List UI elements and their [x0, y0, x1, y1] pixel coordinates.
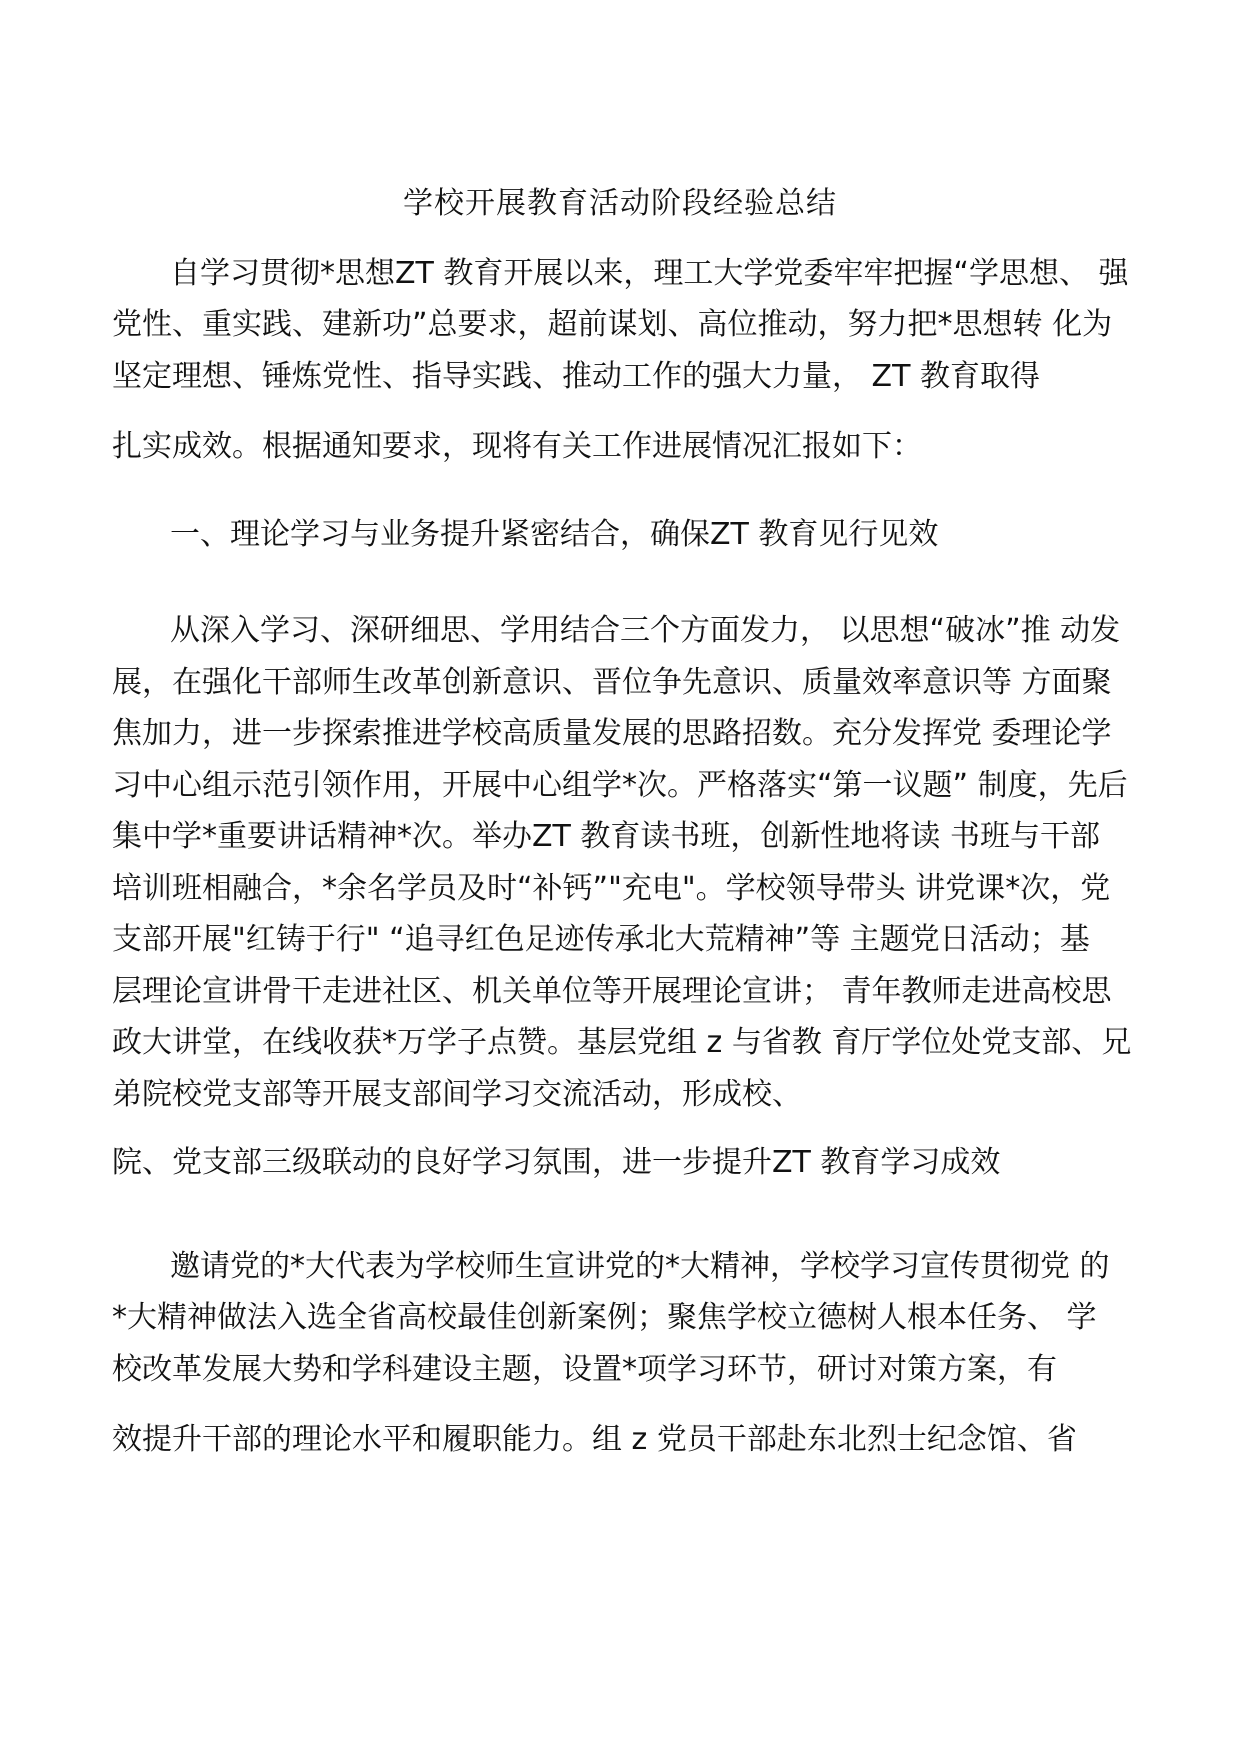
paragraph-1-line-4: 扎实成效。根据通知要求，现将有关工作进展情况汇报如下： — [112, 429, 922, 464]
document-title: 学校开展教育活动阶段经验总结 — [403, 186, 837, 221]
paragraph-3-line-1: 邀请党的*大代表为学校师生宣讲党的*大精神，学校学习宣传贯彻党 的 — [170, 1249, 1110, 1284]
paragraph-2-line-6: 培训班相融合，*余名学员及时“补钙”"充电"。学校领导带头 讲党课*次，党 — [112, 871, 1111, 906]
paragraph-2-line-4: 习中心组示范引领作用，开展中心组学*次。严格落实“第一议题” 制度，先后 — [112, 768, 1128, 803]
paragraph-2-line-7: 支部开展"红铸于行" “追寻红色足迹传承北大荒精神”等 主题党日活动；基 — [112, 922, 1090, 957]
paragraph-2-line-11: 院、党支部三级联动的良好学习氛围，进一步提升ZT 教育学习成效 — [112, 1145, 1001, 1180]
paragraph-3-line-4: 效提升干部的理论水平和履职能力。组 z 党员干部赴东北烈士纪念馆、省 — [112, 1422, 1077, 1457]
paragraph-2-line-5: 集中学*重要讲话精神*次。举办ZT 教育读书班，创新性地将读 书班与干部 — [112, 819, 1100, 854]
paragraph-1-line-3: 坚定理想、锤炼党性、指导实践、推动工作的强大力量， ZT 教育取得 — [112, 359, 1040, 394]
paragraph-1-line-1: 自学习贯彻*思想ZT 教育开展以来，理工大学党委牢牢把握“学思想、 强 — [170, 256, 1129, 291]
paragraph-2-line-1: 从深入学习、深研细思、学用结合三个方面发力， 以思想“破冰”推 动发 — [170, 613, 1121, 648]
paragraph-3-line-2: *大精神做法入选全省高校最佳创新案例；聚焦学校立德树人根本任务、 学 — [112, 1300, 1097, 1335]
paragraph-3-line-3: 校改革发展大势和学科建设主题，设置*项学习环节，研讨对策方案，有 — [112, 1352, 1057, 1387]
paragraph-2-line-3: 焦加力，进一步探索推进学校高质量发展的思路招数。充分发挥党 委理论学 — [112, 716, 1112, 751]
section-heading-1: 一、理论学习与业务提升紧密结合，确保ZT 教育见行见效 — [170, 517, 939, 552]
paragraph-2-line-9: 政大讲堂，在线收获*万学子点赞。基层党组 z 与省教 育厅学位处党支部、兄 — [112, 1025, 1132, 1060]
paragraph-2-line-8: 层理论宣讲骨干走进社区、机关单位等开展理论宣讲； 青年教师走进高校思 — [112, 974, 1112, 1009]
paragraph-2-line-10: 弟院校党支部等开展支部间学习交流活动，形成校、 — [112, 1077, 802, 1112]
paragraph-2-line-2: 展，在强化干部师生改革创新意识、晋位争先意识、质量效率意识等 方面聚 — [112, 665, 1112, 700]
paragraph-1-line-2: 党性、重实践、建新功”总要求，超前谋划、高位推动，努力把*思想转 化为 — [112, 307, 1113, 342]
